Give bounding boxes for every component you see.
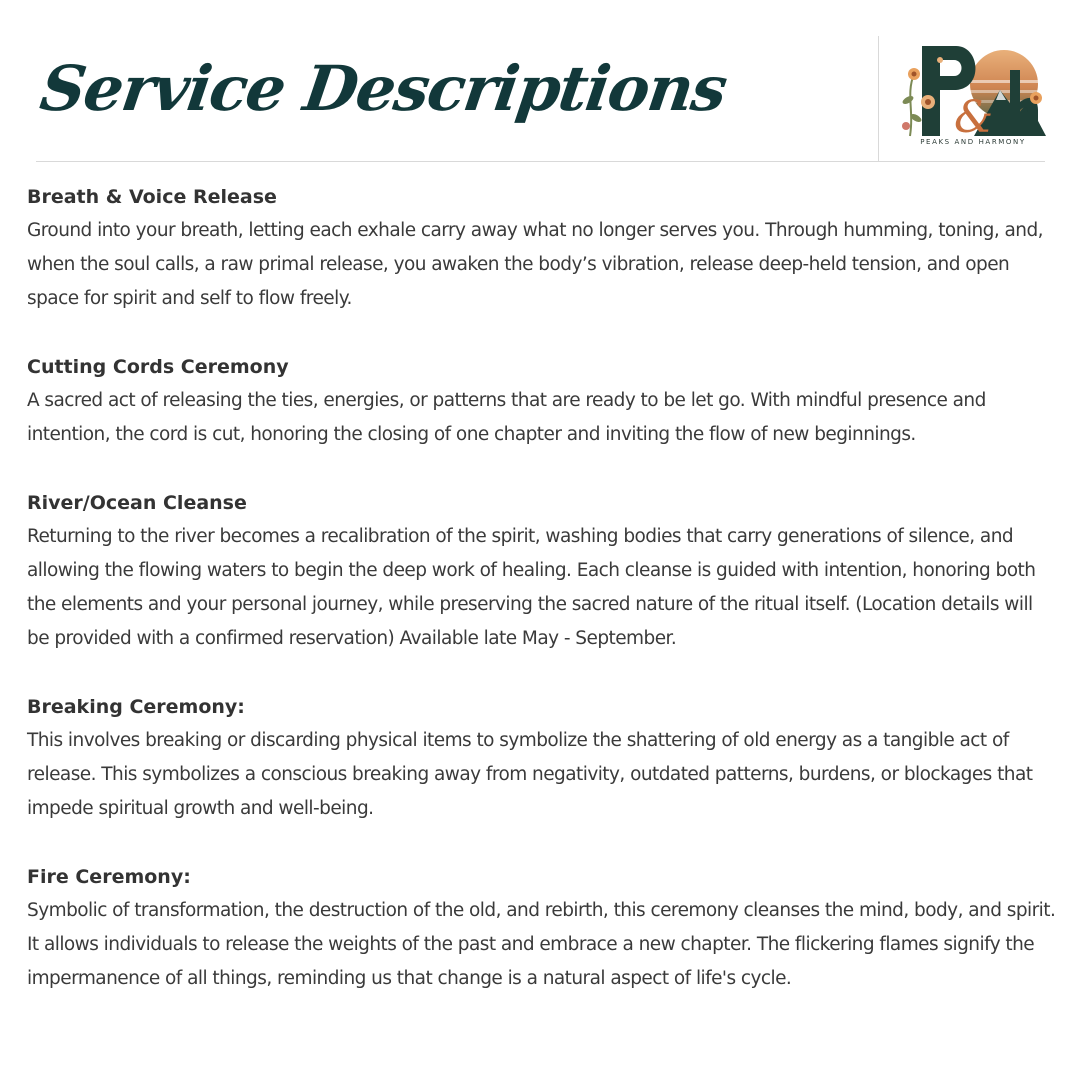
service-description: Symbolic of transformation, the destruction of the old, and rebirth, this ceremony cleanses the mind, body, and spirit. It allows individuals to release the weights of the past and embrace a new chapter. The flickering flames signify the impermanence of all things, reminding us that change is a natural aspect of life's cycle. (27, 900, 1056, 989)
service-fire-ceremony (27, 860, 1057, 996)
header-divider-vertical (878, 36, 879, 162)
header-divider (36, 161, 1045, 162)
service-list (27, 180, 1057, 1030)
service-breath-voice-release (27, 180, 1057, 316)
service-description: This involves breaking or discarding physical items to symbolize the shattering of old energy as a tangible act of release. This symbolizes a conscious breaking away from negativity, outdated patterns, burdens, or blockages that impede spiritual growth and well-being. (27, 730, 1033, 819)
service-cutting-cords-ceremony (27, 350, 1057, 452)
service-heading: Fire Ceremony: (27, 866, 191, 888)
logo (900, 40, 1046, 152)
service-description: Ground into your breath, letting each exhale carry away what no longer serves you. Through humming, toning, and, when the soul calls, a raw primal release, you awaken the body’s vibration, release deep-held tension, and open space for spirit and self to flow freely. (27, 220, 1043, 309)
service-heading: Breath & Voice Release (27, 186, 277, 208)
svg-text:&: & (954, 92, 994, 140)
peaks-and-harmony-logo-icon (900, 40, 1046, 140)
logo-text: PEAKS AND HARMONY (920, 138, 1026, 146)
service-description: A sacred act of releasing the ties, energies, or patterns that are ready to be let go. With mindful presence and intention, the cord is cut, honoring the closing of one chapter and inviting the flow of new beginnings. (27, 390, 986, 445)
service-heading: Cutting Cords Ceremony (27, 356, 289, 378)
service-description: Returning to the river becomes a recalibration of the spirit, washing bodies that carry generations of silence, and allowing the flowing waters to begin the deep work of healing. Each cleanse is guided with intention, honoring both the elements and your personal journey, while preserving the sacred nature of the ritual itself. (Location details will be provided with a confirmed reservation) Available late May - September. (27, 526, 1036, 649)
service-heading: River/Ocean Cleanse (27, 492, 247, 514)
header (0, 0, 1080, 162)
page-title: Service Descriptions (36, 52, 731, 125)
service-breaking-ceremony (27, 690, 1057, 826)
service-heading: Breaking Ceremony: (27, 696, 245, 718)
service-river-ocean-cleanse (27, 486, 1057, 656)
